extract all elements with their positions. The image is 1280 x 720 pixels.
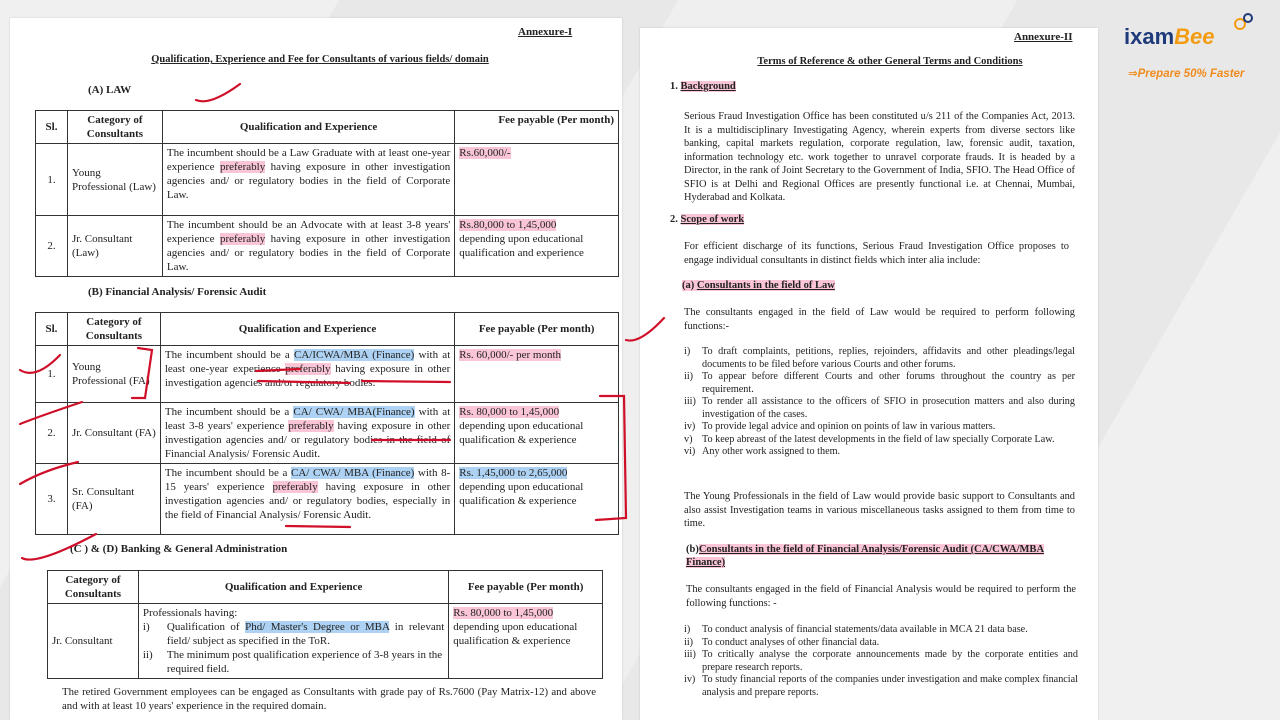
row-category: Jr. Consultant bbox=[48, 604, 139, 679]
row-fee: Rs. 1,45,000 to 2,65,000 depending upon educational qualification & experience bbox=[455, 464, 619, 535]
table-row bbox=[36, 346, 619, 403]
list-item: ii) To appear before different Courts and other forums throughout the country as per requirement. bbox=[684, 371, 1075, 395]
table-row bbox=[36, 216, 619, 277]
table-row bbox=[36, 144, 619, 216]
list-item: ii) To conduct analyses of other financial data. bbox=[684, 636, 880, 648]
row-fee: Rs.80,000 to 1,45,000 depending upon educational qualification and experience bbox=[455, 216, 619, 277]
row-category: Sr. Consultant (FA) bbox=[67, 464, 160, 535]
ixambee-logo bbox=[1122, 8, 1262, 88]
fa-table bbox=[35, 312, 619, 535]
annexure-2-page bbox=[640, 28, 1098, 720]
law-table bbox=[35, 110, 619, 277]
list-item: iii) To render all assistance to the officers of SFIO in prosecution matters and also during investigation of the cases. bbox=[684, 396, 1075, 420]
scope-heading: 2. Scope of work bbox=[670, 214, 745, 225]
bee-icon bbox=[1232, 10, 1256, 34]
section-a-heading: (A) LAW bbox=[88, 84, 132, 96]
row-sl: 2. bbox=[36, 403, 68, 464]
list-item: iv) To study financial reports of the companies under investigation and make complex financial analysis and prepare reports. bbox=[684, 674, 1078, 698]
law-closing: The Young Professionals in the field of Law would provide basic support to Consultants and also assist Investigation teams in various miscellaneous tasks assigned to them from time to time. bbox=[684, 491, 1075, 529]
table-row bbox=[36, 403, 619, 464]
law-functions-list bbox=[684, 346, 1075, 459]
row-qualification: The incumbent should be an Advocate with at least 3-8 years' experience preferably having exposure in other investigation agencies and/ or regulatory bodies in the field of Corporate Law. bbox=[162, 216, 454, 277]
col-fee: Fee payable (Per month) bbox=[449, 571, 603, 604]
row-qualification: The incumbent should be a Law Graduate with at least one-year experience preferably having exposure in other investigation agencies and/ or regulatory bodies in the field of Corporate Law. bbox=[162, 144, 454, 216]
section-cd-heading: (C ) & (D) Banking & General Administration bbox=[70, 543, 288, 555]
row-qualification: The incumbent should be a CA/ CWA/ MBA(Finance) with at least 3-8 years' experience preferably having exposure in other investigation agencies and/ or regulatory bodies in the field of Financial Analysis/ Forensic Audit. bbox=[160, 403, 454, 464]
list-item: iii) To critically analyse the corporate announcements made by the corporate entities and prepare research reports. bbox=[684, 649, 1078, 673]
row-qualification: Professionals having: i) Qualification of Phd/ Master's Degree or MBA in relevant field/ subject as specified in the ToR. ii) The minimum post qualification experience of 3-8 years in the required field. bbox=[138, 604, 448, 679]
row-fee: Rs. 80,000 to 1,45,000 depending upon educational qualification & experience bbox=[455, 403, 619, 464]
section-b-heading: (B) Financial Analysis/ Forensic Audit bbox=[88, 286, 267, 298]
annexure-1-page bbox=[10, 18, 622, 720]
row-fee: Rs. 80,000 to 1,45,000 depending upon educational qualification & experience bbox=[449, 604, 603, 679]
table-row bbox=[36, 464, 619, 535]
row-sl: 3. bbox=[36, 464, 68, 535]
row-category: Jr. Consultant (FA) bbox=[67, 403, 160, 464]
list-item: i) To conduct analysis of financial statements/data available in MCA 21 data base. bbox=[684, 624, 1028, 635]
row-qualification: The incumbent should be a CA/ CWA/ MBA (Finance) with 8-15 years' experience preferably having exposure in other investigation agencies and/ or regulatory bodies, especially in the field of Financial Analysis/ Forensic Audit. bbox=[160, 464, 454, 535]
list-item: iv) To provide legal advice and opinion on points of law in various matters. bbox=[684, 421, 996, 432]
col-fee: Fee payable (Per month) bbox=[455, 111, 619, 144]
annexure-2-label: Annexure-II bbox=[1014, 31, 1073, 43]
annexure-1-label: Annexure-I bbox=[518, 26, 573, 38]
row-qualification: The incumbent should be a CA/ICWA/MBA (Finance) with at least one-year experience preferably having exposure in other investigation agencies and/or regulatory bodies. bbox=[160, 346, 454, 403]
retired-employees-note: The retired Government employees can be engaged as Consultants with grade pay of Rs.7600 (Pay Matrix-12) and above and with at least 10 years' experience in the required domain. bbox=[62, 686, 596, 712]
annexure-1-title: Qualification, Experience and Fee for Consultants of various fields/ domain bbox=[151, 54, 489, 65]
row-category: Young Professional (FA) bbox=[67, 346, 160, 403]
col-fee: Fee payable (Per month) bbox=[455, 313, 619, 346]
list-item: i) To draft complaints, petitions, replies, rejoinders, affidavits and other pleadings/legal documents to be filed before various Courts and other forums. bbox=[684, 346, 1075, 370]
col-qualification: Qualification and Experience bbox=[138, 571, 448, 604]
col-category: Category of Consultants bbox=[67, 111, 162, 144]
fa-consultants-heading: (b)Consultants in the field of Financial Analysis/Forensic Audit (CA/CWA/MBA Finance) bbox=[686, 544, 1045, 568]
row-sl: 1. bbox=[36, 144, 68, 216]
law-consultants-heading: (a) Consultants in the field of Law bbox=[682, 280, 835, 291]
row-sl: 1. bbox=[36, 346, 68, 403]
col-category: Category of Consultants bbox=[48, 571, 139, 604]
banking-table bbox=[47, 570, 603, 679]
annexure-2-title: Terms of Reference & other General Terms and Conditions bbox=[757, 56, 1023, 67]
row-fee: Rs. 60,000/- per month bbox=[455, 346, 619, 403]
row-fee: Rs.60,000/- bbox=[455, 144, 619, 216]
scope-text: For efficient discharge of its functions, Serious Fraud Investigation Office proposes to engage individual consultants in distinct fields which inter alia include: bbox=[684, 241, 1069, 266]
logo-tagline: ⇒Prepare 50% Faster bbox=[1128, 68, 1245, 80]
background-text: Serious Fraud Investigation Office has been constituted u/s 211 of the Companies Act, 2013. It is a multidisciplinary Investigating Agency, wherein experts from diverse sectors like banking, capital markets regulation, corporate regulation, law, forensic audit, taxation, information technology etc. work together to unravel corporate frauds. It is headed by a Director, in the rank of Joint Secretary to the Government of India, SFIO. The Head Office of SFIO is at Delhi and Regional Offices are presently functional i.e. at Chennai, Mumbai, Hyderabad and Kolkata. bbox=[684, 111, 1075, 203]
list-item: v) To keep abreast of the latest developments in the field of law specially Corporate Law. bbox=[684, 433, 1055, 445]
table-row bbox=[48, 604, 603, 679]
row-sl: 2. bbox=[36, 216, 68, 277]
list-item: vi) Any other work assigned to them. bbox=[684, 446, 841, 457]
col-qualification: Qualification and Experience bbox=[162, 111, 454, 144]
col-sl: Sl. bbox=[36, 111, 68, 144]
fa-intro: The consultants engaged in the field of Financial Analysis would be required to perform the following functions: - bbox=[686, 584, 1076, 609]
row-category: Young Professional (Law) bbox=[67, 144, 162, 216]
col-sl: Sl. bbox=[36, 313, 68, 346]
row-category: Jr. Consultant (Law) bbox=[67, 216, 162, 277]
law-intro: The consultants engaged in the field of Law would be required to perform following functions:- bbox=[684, 307, 1075, 332]
col-qualification: Qualification and Experience bbox=[160, 313, 454, 346]
logo-wordmark: ixamBee bbox=[1124, 24, 1215, 49]
fa-functions-list bbox=[684, 624, 1078, 699]
col-category: Category of Consultants bbox=[67, 313, 160, 346]
background-heading: 1. Background bbox=[670, 81, 736, 92]
